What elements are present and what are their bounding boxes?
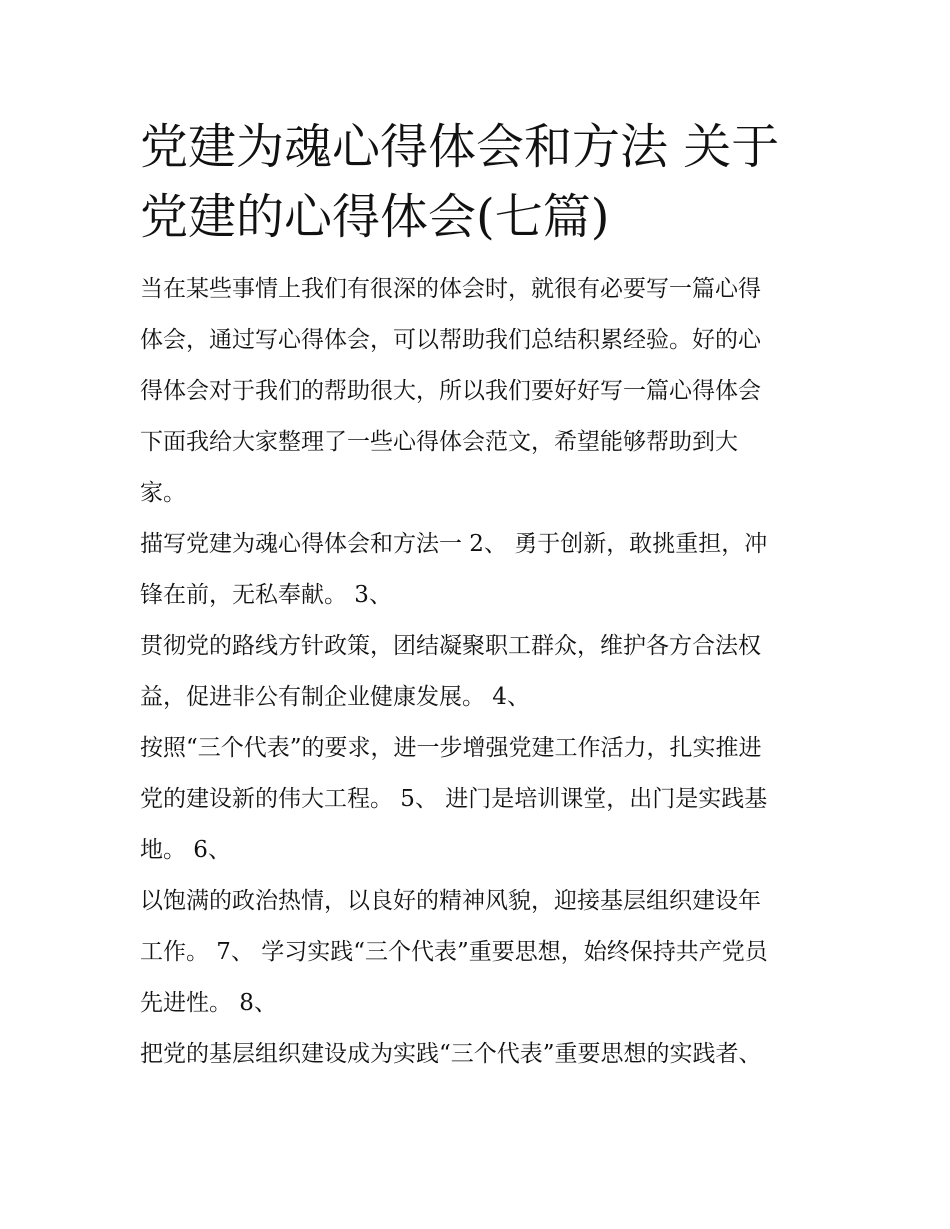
body-line: 工作。 7、 学习实践“三个代表”重要思想，始终保持共产党员: [140, 939, 768, 965]
body-line: 得体会对于我们的帮助很大，所以我们要好好写一篇心得体会: [140, 378, 761, 404]
body-line: 地。 6、: [140, 837, 231, 863]
body-line: 党的建设新的伟大工程。 5、 进门是培训课堂，出门是实践基: [140, 786, 768, 812]
body-line: 锋在前，无私奉献。 3、: [140, 582, 392, 608]
body-line: 描写党建为魂心得体会和方法一 2、 勇于创新，敢挑重担，冲: [140, 531, 768, 557]
body-line: 体会，通过写心得体会，可以帮助我们总结积累经验。好的心: [140, 327, 761, 353]
body-line: 把党的基层组织建设成为实践“三个代表”重要思想的实践者、: [140, 1041, 762, 1067]
body-line: 先进性。 8、: [140, 990, 277, 1016]
body-line: 益，促进非公有制企业健康发展。 4、: [140, 684, 530, 710]
body-line: 下面我给大家整理了一些心得体会范文，希望能够帮助到大: [140, 429, 738, 455]
body-line: 家。: [140, 480, 186, 506]
body-line: 按照“三个代表”的要求，进一步增强党建工作活力，扎实推进: [140, 735, 762, 761]
title-line: 党建为魂心得体会和方法 关于: [140, 119, 780, 175]
title-line: 党建的心得体会(七篇): [140, 189, 610, 245]
body-line: 以饱满的政治热情，以良好的精神风貌，迎接基层组织建设年: [140, 888, 761, 914]
document-body: [140, 264, 815, 1080]
body-line: 当在某些事情上我们有很深的体会时，就很有必要写一篇心得: [140, 276, 761, 302]
document-title: [140, 112, 815, 252]
document-content: [140, 112, 815, 1080]
body-line: 贯彻党的路线方针政策，团结凝聚职工群众，维护各方合法权: [140, 633, 761, 659]
